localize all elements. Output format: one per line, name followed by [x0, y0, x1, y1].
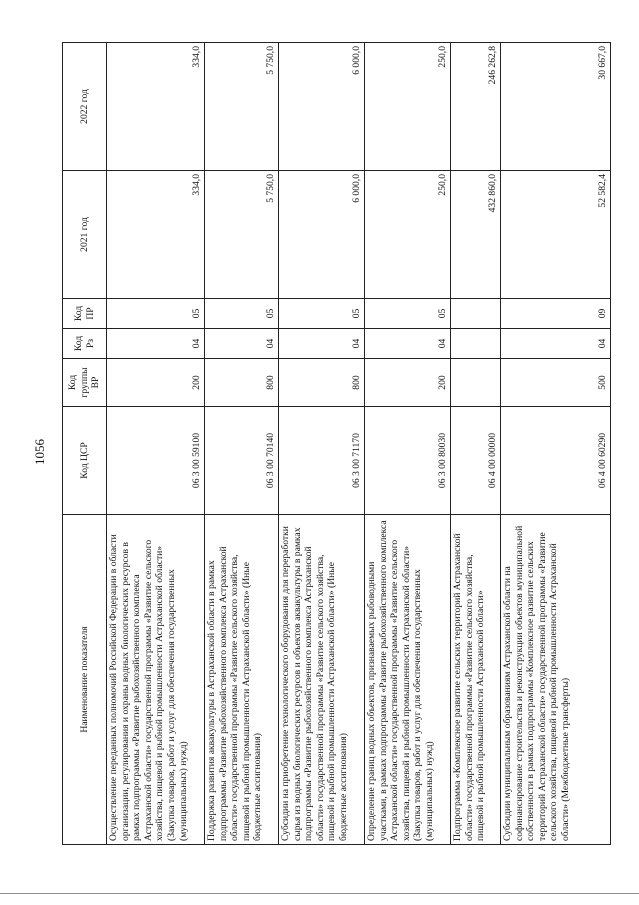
- table-row: [451, 43, 501, 845]
- row-name: Осуществление переданных полномочий Российской Федерации в области организации, регулирования и охраны водных биологических ресурсов в рамках подпрограммы «Развитие рыбохозяйственного комплекса Астраханской области» государственной программы «Развитие сельского хозяйства, пищевой и рыбной промышленности Астраханской области» (Закупка товаров, работ и услуг для обеспечения государственных (муниципальных) нужд): [107, 515, 205, 845]
- row-2022: 5 750,0: [205, 43, 279, 171]
- budget-table-sheet: [62, 43, 610, 845]
- row-2022: 30 667,0: [501, 43, 611, 171]
- header-csr: Код ЦСР: [63, 407, 107, 515]
- row-name: Поддержка развития аквакультуры в Астраханской области в рамках подпрограммы «Развитие рыбохозяйственного комплекса Астраханской области» государственной программы «Развитие сельского хозяйства, пищевой и рыбной промышленности Астраханской области» (Иные бюджетные ассигнования): [205, 515, 279, 845]
- row-vr: 800: [279, 359, 365, 407]
- row-rz: [451, 329, 501, 359]
- row-2021: 5 750,0: [205, 171, 279, 299]
- scan-edge-line: [0, 893, 639, 894]
- row-csr: 06 4 00 00000: [451, 407, 501, 515]
- row-2022: 246 262,8: [451, 43, 501, 171]
- row-rz: 04: [107, 329, 205, 359]
- table-row: [107, 43, 205, 845]
- row-vr: [451, 359, 501, 407]
- row-2022: 334,0: [107, 43, 205, 171]
- row-pr: 05: [205, 299, 279, 329]
- row-pr: 05: [279, 299, 365, 329]
- row-vr: 800: [205, 359, 279, 407]
- table-row: [205, 43, 279, 845]
- row-rz: 04: [501, 329, 611, 359]
- row-name: Субсидии муниципальным образованиям Астраханской области на софинансирование строительства и реконструкции объектов муниципальной собственности в рамках подпрограммы «Комплексное развитие сельских территорий Астраханской области» государственной программы «Развитие сельского хозяйства, пищевой и рыбной промышленности Астраханской области» (Межбюджетные трансферты): [501, 515, 611, 845]
- row-2022: 6 000,0: [279, 43, 365, 171]
- table-row: [365, 43, 451, 845]
- row-csr: 06 3 00 71170: [279, 407, 365, 515]
- header-2021: 2021 год: [63, 171, 107, 299]
- page-number: 1056: [32, 439, 47, 465]
- row-vr: 200: [107, 359, 205, 407]
- row-rz: 04: [365, 329, 451, 359]
- row-name: Субсидии на приобретение технологического оборудования для переработки сырья из водных биологических ресурсов и объектов аквакультуры в рамках подпрограммы «Развитие рыбохозяйственного комплекса Астраханской области» государственной программы «Развитие сельского хозяйства, пищевой и рыбной промышленности Астраханской области» (Иные бюджетные ассигнования): [279, 515, 365, 845]
- row-pr: 05: [365, 299, 451, 329]
- table-row: [501, 43, 611, 845]
- row-rz: 04: [279, 329, 365, 359]
- row-csr: 06 3 00 70140: [205, 407, 279, 515]
- header-pr: Код ПР: [63, 299, 107, 329]
- row-pr: 05: [107, 299, 205, 329]
- row-name: Подпрограмма «Комплексное развитие сельских территорий Астраханской области» государственной программы «Развитие сельского хозяйства, пищевой и рыбной промышленности Астраханской области»: [451, 515, 501, 845]
- row-rz: 04: [205, 329, 279, 359]
- header-vr: Код группы ВР: [63, 359, 107, 407]
- row-pr: [451, 299, 501, 329]
- row-2021: 250,0: [365, 171, 451, 299]
- row-2021: 432 860,0: [451, 171, 501, 299]
- row-2022: 250,0: [365, 43, 451, 171]
- header-name: Наименование показателя: [63, 515, 107, 845]
- row-vr: 200: [365, 359, 451, 407]
- row-2021: 334,0: [107, 171, 205, 299]
- header-2022: 2022 год: [63, 43, 107, 171]
- row-2021: 52 582,4: [501, 171, 611, 299]
- header-rz: Код Рз: [63, 329, 107, 359]
- row-csr: 06 3 00 59100: [107, 407, 205, 515]
- row-csr: 06 3 00 80030: [365, 407, 451, 515]
- table-header-row: [63, 43, 107, 845]
- table-row: [279, 43, 365, 845]
- row-name: Определение границ водных объектов, признаваемых рыбоводными участками, в рамках подпрограммы «Развитие рыбохозяйственного комплекса Астраханской области» государственной программы «Развитие сельского хозяйства, пищевой и рыбной промышленности Астраханской области» (Закупка товаров, работ и услуг для обеспечения государственных (муниципальных) нужд): [365, 515, 451, 845]
- row-2021: 6 000,0: [279, 171, 365, 299]
- row-csr: 06 4 00 60290: [501, 407, 611, 515]
- budget-table: [62, 42, 611, 845]
- row-vr: 500: [501, 359, 611, 407]
- row-pr: 09: [501, 299, 611, 329]
